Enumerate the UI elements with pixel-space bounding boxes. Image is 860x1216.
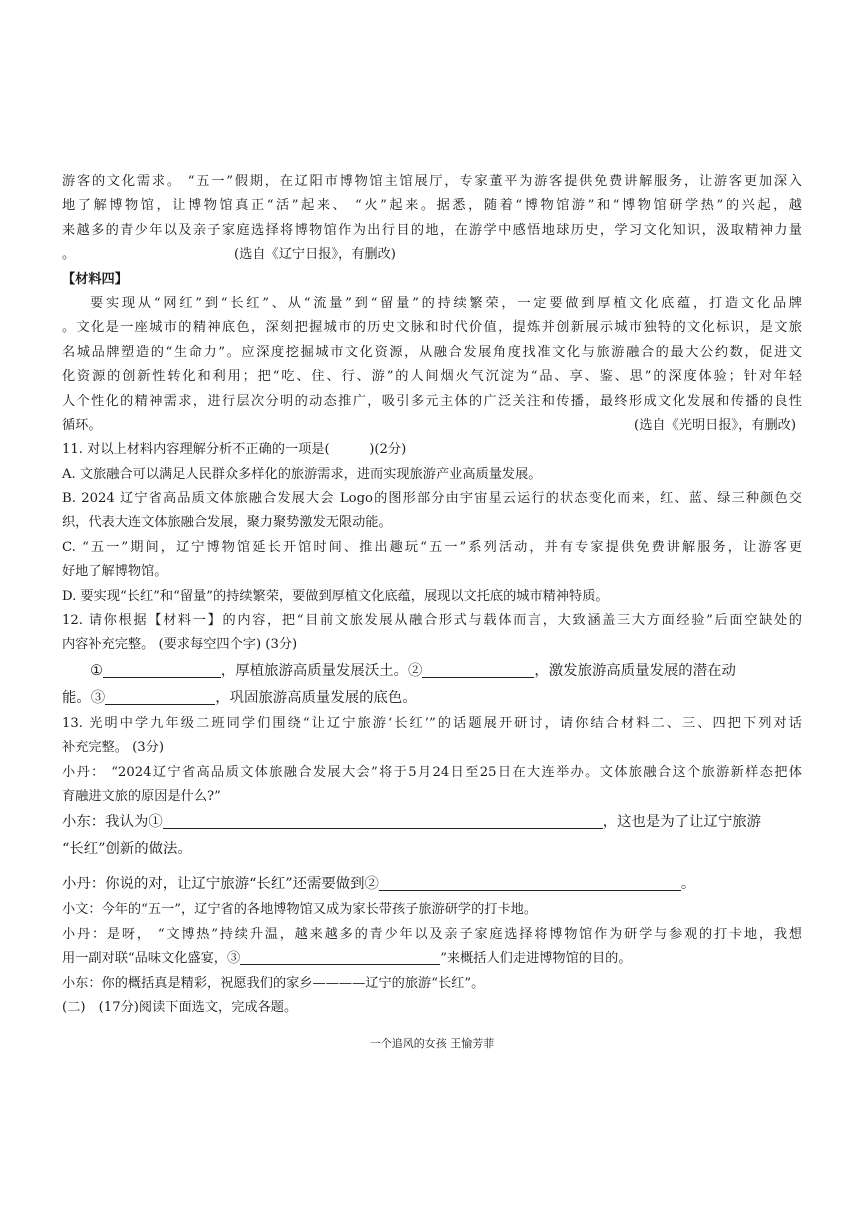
dialogue-text: ，这也是为了让辽宁旅游	[602, 814, 762, 831]
question-11: 11. 对以上材料内容理解分析不正确的一项是( )(2分)	[62, 442, 407, 458]
answer-blank-2[interactable]	[422, 661, 534, 678]
answer-blank-5[interactable]	[379, 874, 681, 891]
dialogue-text: 。	[680, 876, 696, 893]
material4-line: 要实现从“网红”到“长红”、从“流量”到“留量”的持续繁荣，一定要做到厚植文化底蕴，打造文化品牌	[90, 295, 802, 311]
period-text: 。	[62, 247, 76, 263]
option-b-cont: 织，代表大连文体旅融合发展，聚力聚势激发无限动能。	[62, 515, 392, 531]
answer-blank-3[interactable]	[105, 688, 215, 705]
material4-line: 化资源的创新性转化和利用；把“吃、住、行、游”的人间烟火气沉淀为“品、享、鉴、思”的深度体验；针对年轻	[62, 369, 802, 385]
material3-line: 地了解博物馆，让博物馆真正“活”起来、 “火”起来。据悉，随着“博物馆游”和“博物馆研学热”的兴起，越	[62, 198, 802, 214]
fill-text: ，厚植旅游高质量发展沃土。②	[220, 662, 423, 679]
section-two-heading: (二) (17分)阅读下面选文，完成各题。	[62, 999, 298, 1015]
option-d: D. 要实现“长红”和“留量”的持续繁荣，要做到厚植文化底蕴，展现以文托底的城市精神特质。	[62, 588, 609, 604]
material4-end-text: 循环。	[62, 417, 102, 433]
dialogue-line	[62, 871, 802, 898]
material3-line: 来越多的青少年以及亲子家庭选择将博物馆作为出行目的地，在游学中感悟地球历史，学习文化知识，汲取精神力量	[62, 222, 802, 238]
answer-blank-4[interactable]	[163, 812, 603, 829]
option-c: C. “五一”期间，辽宁博物馆延长开馆时间、推出趣玩“五一”系列活动，并有专家提供免费讲解服务，让游客更	[62, 539, 802, 555]
dialogue-line: 小东：你的概括真是精彩，祝愿我们的家乡————辽宁的旅游“长红”。	[62, 975, 485, 991]
dialogue-line: 小丹： “2024辽宁省高品质文体旅融合发展大会”将于5月24日至25日在大连举办。文体旅融合这个旅游新样态把体	[62, 764, 802, 780]
blank-marker-3: 能。③	[62, 689, 106, 706]
dialogue-line: 小丹：是呀， “文博热”持续升温，越来越多的青少年以及亲子家庭选择将博物馆作为研学与参观的打卡地，我想	[62, 926, 802, 942]
q12-fill-line	[62, 685, 802, 712]
dialogue-text: ”来概括人们走进博物馆的目的。	[440, 951, 632, 967]
dialogue-line	[62, 947, 802, 971]
fill-text: ，激发旅游高质量发展的潜在动	[534, 662, 736, 679]
material4-line: 。文化是一座城市的精神底色，深刻把握城市的历史文脉和时代价值，提炼并创新展示城市独特的文化标识，是文旅	[62, 320, 802, 336]
answer-blank-1[interactable]	[103, 661, 221, 678]
dialogue-line	[62, 809, 802, 836]
material3-source-line	[62, 243, 802, 267]
exam-page	[62, 170, 802, 1057]
question-12: 12. 请你根据【材料一】的内容，把“目前文旅发展从融合形式与载体而言，大致涵盖三大方面经验”后面空缺处的	[62, 613, 802, 629]
material4-source-line	[62, 414, 802, 438]
material4-line: 人个性化的精神需求，进行层次分明的动态推广，吸引多元主体的广泛关注和传播，最终形成文化发展和传播的良性	[62, 393, 802, 409]
dialogue-text: 小丹：你说的对，让辽宁旅游“长红”还需要做到②	[62, 876, 379, 893]
dialogue-line: 育融进文旅的原因是什么?”	[62, 788, 221, 804]
fill-text: ，巩固旅游高质量发展的底色。	[215, 689, 417, 706]
dialogue-line: 小文：今年的“五一”，辽宁省的各地博物馆又成为家长带孩子旅游研学的打卡地。	[62, 902, 538, 918]
source-citation: (选自《光明日报》，有删改)	[634, 417, 796, 433]
option-a: A. 文旅融合可以满足人民群众多样化的旅游需求，进而实现旅游产业高质量发展。	[62, 466, 542, 482]
dialogue-line: “长红”创新的做法。	[62, 841, 192, 858]
material4-heading: 【材料四】	[62, 271, 128, 287]
answer-blank-6[interactable]	[240, 948, 440, 965]
source-citation: (选自《辽宁日报》，有删改)	[234, 247, 396, 263]
blank-marker-1: ①	[90, 662, 103, 679]
option-c-cont: 好地了解博物馆。	[62, 564, 168, 580]
speaker-text: 小东：我认为①	[62, 814, 163, 831]
q12-fill-line	[62, 658, 802, 685]
option-b: B. 2024 辽宁省高品质文体旅融合发展大会 Logo的图形部分由宇宙星云运行的状态变化而来，红、蓝、绿三种颜色交	[62, 491, 802, 507]
question-13: 13. 光明中学九年级二班同学们围绕“让辽宁旅游‘长红’”的话题展开研讨，请你结合材料二、三、四把下列对话	[62, 715, 802, 731]
question-12-cont: 内容补充完整。 (要求每空四个字) (3分)	[62, 637, 298, 653]
question-13-cont: 补充完整。 (3分)	[62, 740, 164, 756]
material3-line: 游客的文化需求。 “五一”假期，在辽阳市博物馆主馆展厅，专家董平为游客提供免费讲解服务，让游客更加深入	[62, 174, 802, 189]
material4-line: 名城品牌塑造的“生命力”。应深度挖掘城市文化资源，从融合发展角度找准文化与旅游融合的最大公约数，促进文	[62, 344, 802, 360]
passage-title: 一个追风的女孩 王愉芳菲	[369, 1037, 495, 1051]
dialogue-text: 用一副对联“品味文化盛宴，③	[62, 951, 241, 967]
